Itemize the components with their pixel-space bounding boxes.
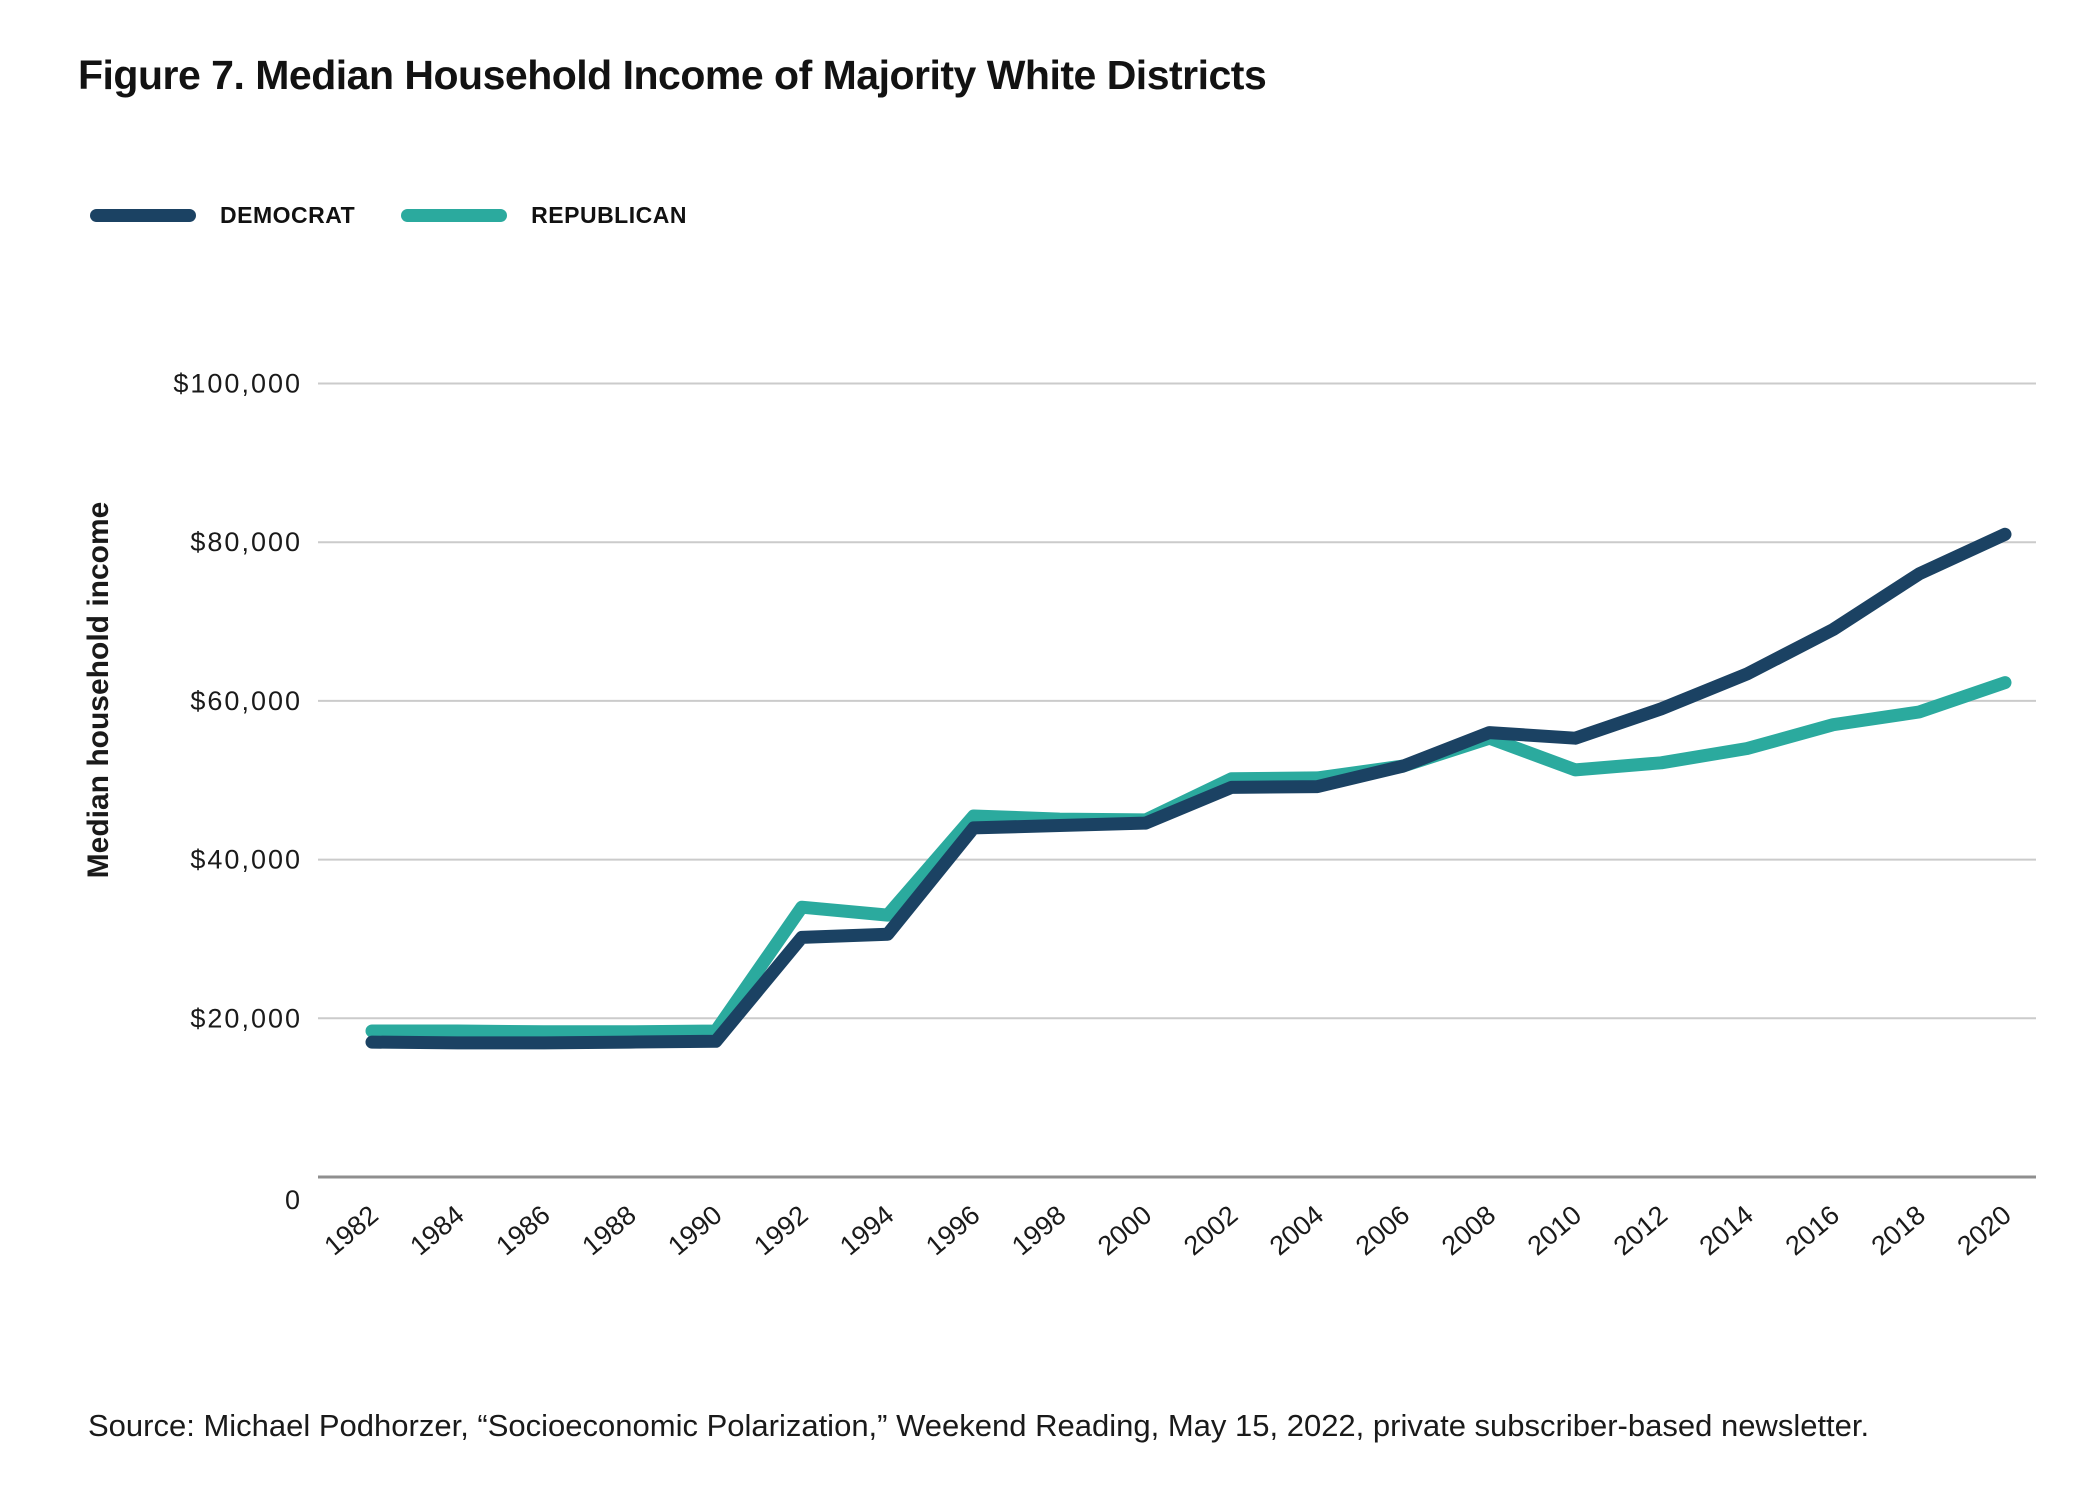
y-axis-title: Median household income [82,501,115,879]
x-tick-label: 2014 [1693,1199,1760,1262]
series-line-republican [372,683,2005,1032]
y-tick-label: $40,000 [190,844,302,875]
x-tick-label: 2012 [1607,1199,1674,1262]
y-tick-label: $100,000 [173,368,302,399]
legend-label-republican: REPUBLICAN [531,202,687,228]
source-note: Source: Michael Podhorzer, “Socioeconomic Polarization,” Weekend Reading, May 15, 2022, private subscriber-based newsletter. [88,1408,1870,1443]
x-tick-label: 2020 [1951,1199,2017,1262]
legend-label-democrat: DEMOCRAT [220,202,356,228]
x-tick-label: 2018 [1865,1199,1931,1262]
y-tick-label: $80,000 [190,527,302,558]
x-tick-label: 1992 [748,1199,814,1262]
x-tick-label: 2004 [1264,1199,1330,1262]
x-tick-label: 2008 [1435,1199,1502,1262]
x-tick-label: 2016 [1779,1199,1846,1262]
chart-title: Figure 7. Median Household Income of Majority White Districts [78,52,1267,98]
y-tick-label: $20,000 [190,1003,302,1034]
x-tick-label: 1988 [576,1199,642,1262]
x-tick-label: 1990 [662,1199,728,1262]
x-tick-label: 1994 [834,1199,900,1262]
x-tick-label: 2006 [1349,1199,1416,1262]
x-tick-label: 2010 [1521,1199,1588,1262]
x-tick-label: 2000 [1092,1199,1158,1262]
x-tick-label: 1998 [1006,1199,1072,1262]
x-tick-label: 1982 [318,1199,384,1262]
y-tick-label: $60,000 [190,685,302,716]
x-tick-label: 2002 [1178,1199,1244,1262]
series-line-democrat [372,534,2005,1043]
y-tick-label: 0 [284,1185,302,1215]
x-tick-label: 1996 [920,1199,986,1262]
x-tick-label: 1986 [490,1199,556,1262]
x-tick-label: 1984 [404,1199,470,1262]
